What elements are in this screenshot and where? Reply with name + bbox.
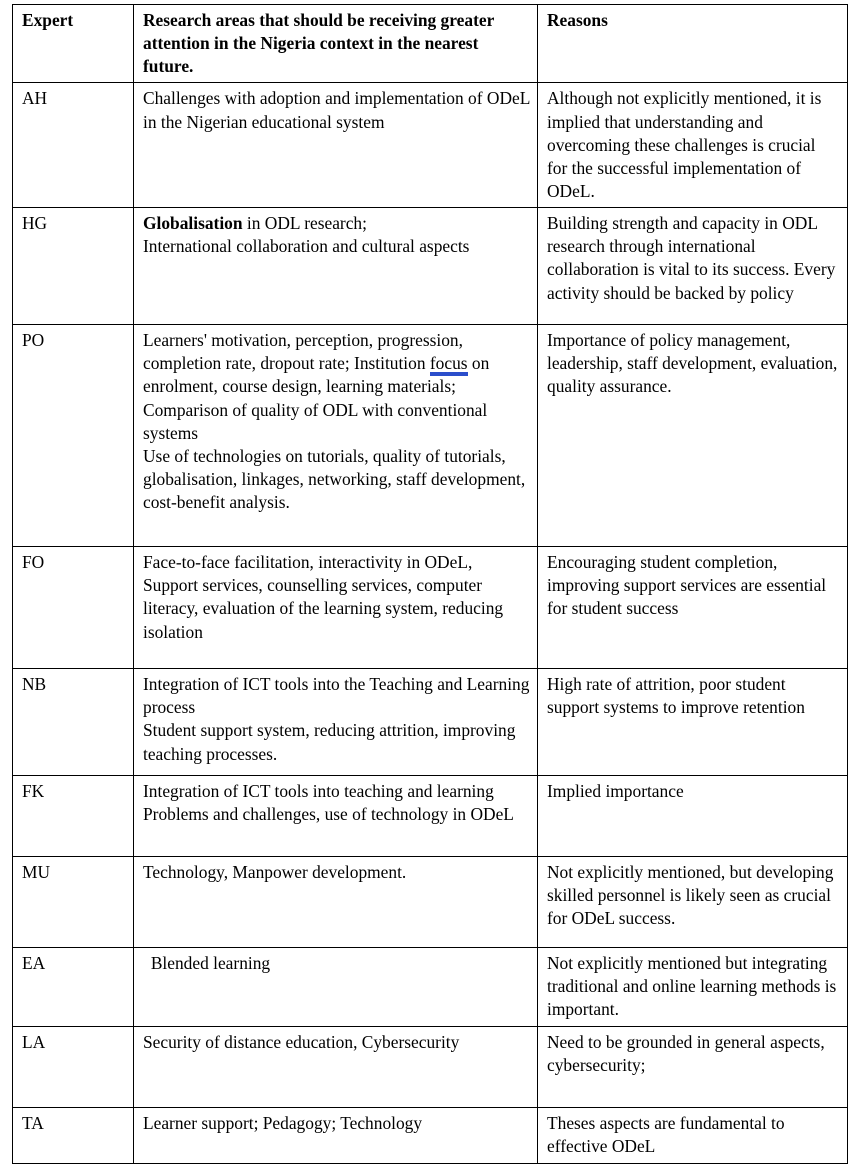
reasons-line: Implied importance bbox=[547, 781, 684, 802]
research-areas-line: Security of distance education, Cybersecurity bbox=[143, 1031, 460, 1052]
reasons-line: Need to be grounded in general aspects, cybersecurity; bbox=[547, 1031, 825, 1075]
reasons-cell bbox=[538, 1026, 848, 1107]
research-areas-text-after-flag: on enrolment, course design, learning materials; Comparison of quality of ODL with conventional systems bbox=[143, 353, 490, 443]
table-row bbox=[13, 547, 848, 669]
expert-code-cell: FO bbox=[13, 547, 134, 669]
reasons-cell bbox=[538, 857, 848, 948]
reasons-cell bbox=[538, 547, 848, 669]
table-body bbox=[13, 83, 848, 1163]
research-areas-line bbox=[143, 329, 530, 445]
reasons-line: Encouraging student completion, improving support services are essential for student success bbox=[547, 552, 827, 619]
research-areas-cell bbox=[134, 1026, 538, 1107]
research-areas-line: Integration of ICT tools into the Teaching and Learning process bbox=[143, 674, 530, 718]
research-areas-line: Student support system, reducing attrition, improving teaching processes. bbox=[143, 720, 516, 764]
expert-code-cell: MU bbox=[13, 857, 134, 948]
reasons-cell bbox=[538, 1107, 848, 1163]
column-header-expert: Expert bbox=[13, 5, 134, 83]
table-row bbox=[13, 857, 848, 948]
research-areas-text-before-flag: Learners' motivation, perception, progression, completion rate, dropout rate; Institution bbox=[143, 330, 463, 374]
research-areas-cell bbox=[134, 1107, 538, 1163]
table-row bbox=[13, 208, 848, 325]
grammar-flagged-word[interactable]: focus bbox=[430, 353, 468, 376]
research-areas-cell bbox=[134, 948, 538, 1026]
expert-code-cell: EA bbox=[13, 948, 134, 1026]
table-row bbox=[13, 669, 848, 776]
research-areas-line: Support services, counselling services, computer literacy, evaluation of the learning system, reducing isolation bbox=[143, 575, 504, 642]
table-row bbox=[13, 83, 848, 208]
column-header-reasons: Reasons bbox=[538, 5, 848, 83]
reasons-line: Not explicitly mentioned, but developing skilled personnel is likely seen as crucial for ODeL success. bbox=[547, 862, 834, 929]
table-row bbox=[13, 1026, 848, 1107]
table-row bbox=[13, 325, 848, 547]
reasons-cell bbox=[538, 325, 848, 547]
reasons-line: Importance of policy management, leadership, staff development, evaluation, quality assurance. bbox=[547, 330, 838, 397]
expert-code-cell: FK bbox=[13, 776, 134, 857]
research-areas-cell bbox=[134, 208, 538, 325]
expert-research-table bbox=[12, 4, 848, 1164]
research-areas-cell bbox=[134, 325, 538, 547]
reasons-cell bbox=[538, 948, 848, 1026]
research-areas-line: Challenges with adoption and implementation of ODeL in the Nigerian educational system bbox=[143, 88, 530, 132]
research-areas-line: Face-to-face facilitation, interactivity in ODeL, bbox=[143, 552, 473, 573]
column-header-research-areas: Research areas that should be receiving greater attention in the Nigeria context in the nearest future. bbox=[134, 5, 538, 83]
expert-code-cell: LA bbox=[13, 1026, 134, 1107]
reasons-line: Not explicitly mentioned but integrating traditional and online learning methods is important. bbox=[547, 953, 837, 1020]
reasons-cell bbox=[538, 208, 848, 325]
reasons-line: Although not explicitly mentioned, it is implied that understanding and overcoming these challenges is crucial for the successful implementation of ODeL. bbox=[547, 88, 822, 201]
emphasised-term: Globalisation bbox=[143, 213, 243, 234]
research-areas-cell bbox=[134, 776, 538, 857]
expert-code-cell: NB bbox=[13, 669, 134, 776]
research-areas-cell bbox=[134, 83, 538, 208]
research-areas-line-rest: in ODL research; bbox=[242, 213, 367, 234]
table-header bbox=[13, 5, 848, 83]
research-areas-line: Use of technologies on tutorials, quality of tutorials, globalisation, linkages, networking, staff development, cost-benefit analysis. bbox=[143, 445, 526, 513]
reasons-cell bbox=[538, 776, 848, 857]
research-areas-line: Technology, Manpower development. bbox=[143, 862, 407, 883]
research-areas-line: International collaboration and cultural aspects bbox=[143, 236, 470, 257]
reasons-line: Theses aspects are fundamental to effective ODeL bbox=[547, 1112, 785, 1156]
expert-code-cell: TA bbox=[13, 1107, 134, 1163]
expert-code-cell: HG bbox=[13, 208, 134, 325]
reasons-line: Building strength and capacity in ODL research through international collaboration is vital to its success. Every activity should be backed by policy bbox=[547, 213, 836, 303]
table-header-row bbox=[13, 5, 848, 83]
table-row bbox=[13, 948, 848, 1026]
research-areas-line bbox=[143, 212, 530, 235]
reasons-cell bbox=[538, 669, 848, 776]
research-areas-line: Learner support; Pedagogy; Technology bbox=[143, 1112, 423, 1133]
reasons-cell bbox=[538, 83, 848, 208]
table-row bbox=[13, 1107, 848, 1163]
expert-code-cell: AH bbox=[13, 83, 134, 208]
research-areas-cell bbox=[134, 547, 538, 669]
research-areas-cell bbox=[134, 857, 538, 948]
research-areas-line: Integration of ICT tools into teaching and learning Problems and challenges, use of technology in ODeL bbox=[143, 781, 514, 825]
expert-code-cell: PO bbox=[13, 325, 134, 547]
research-areas-line: Blended learning bbox=[150, 953, 271, 974]
reasons-line: High rate of attrition, poor student support systems to improve retention bbox=[547, 674, 805, 718]
table-row bbox=[13, 776, 848, 857]
research-areas-cell bbox=[134, 669, 538, 776]
